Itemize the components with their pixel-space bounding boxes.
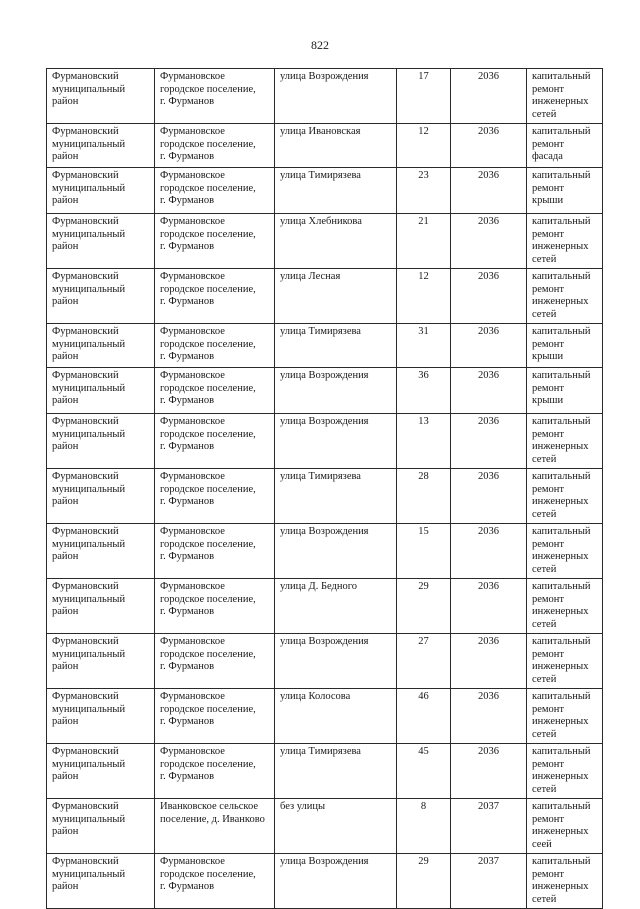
district-cell [47,579,155,634]
district-cell [47,124,155,168]
table-row [47,324,603,368]
house-number-cell [397,799,451,854]
work-type-cell-text: капитальный ремонт крыши [532,326,591,362]
work-type-cell-text: капитальный ремонт инженерных сеей [532,801,591,850]
house-number-cell-text: 28 [418,471,429,482]
house-number-cell [397,469,451,524]
street-cell-text: улица Тимирязева [280,471,361,482]
house-number-cell-text: 23 [418,170,429,181]
district-cell [47,214,155,269]
street-cell-text: улица Возрождения [280,856,369,867]
settlement-cell [155,634,275,689]
table-row [47,854,603,909]
house-number-cell [397,214,451,269]
house-number-cell [397,414,451,469]
repair-year-cell-text: 2036 [478,636,499,647]
street-cell-text: улица Возрождения [280,71,369,82]
repair-year-cell-text: 2036 [478,416,499,427]
district-cell-text: Фурмановский муниципальный район [52,801,126,837]
work-type-cell [527,579,603,634]
repair-year-cell [451,524,527,579]
page-number: 822 [311,38,329,52]
work-type-cell-text: капитальный ремонт фасада [532,126,591,162]
work-type-cell-text: капитальный ремонт инженерных сетей [532,636,591,685]
district-cell-text: Фурмановский муниципальный район [52,416,126,452]
street-cell [275,634,397,689]
street-cell [275,579,397,634]
district-cell-text: Фурмановский муниципальный район [52,856,126,892]
repair-year-cell-text: 2036 [478,126,499,137]
repair-year-cell [451,269,527,324]
settlement-cell-text: Иванковское сельское поселение, д. Иванково [160,801,265,825]
house-number-cell [397,324,451,368]
work-type-cell [527,269,603,324]
settlement-cell-text: Фурмановское городское поселение, г. Фурманов [160,216,256,252]
work-type-cell-text: капитальный ремонт инженерных сетей [532,691,591,740]
house-number-cell-text: 13 [418,416,429,427]
house-number-cell-text: 12 [418,126,429,137]
repair-year-cell-text: 2036 [478,271,499,282]
street-cell-text: улица Возрождения [280,416,369,427]
district-cell-text: Фурмановский муниципальный район [52,370,126,406]
house-number-cell [397,124,451,168]
settlement-cell [155,579,275,634]
work-type-cell [527,324,603,368]
work-type-cell [527,744,603,799]
street-cell [275,854,397,909]
settlement-cell-text: Фурмановское городское поселение, г. Фурманов [160,126,256,162]
settlement-cell [155,689,275,744]
settlement-cell-text: Фурмановское городское поселение, г. Фурманов [160,526,256,562]
repair-year-cell [451,368,527,414]
street-cell-text: улица Хлебникова [280,216,362,227]
table-row [47,69,603,124]
work-type-cell-text: капитальный ремонт крыши [532,170,591,206]
district-cell [47,799,155,854]
work-type-cell-text: капитальный ремонт инженерных сетей [532,71,591,120]
repair-year-cell-text: 2036 [478,581,499,592]
street-cell [275,269,397,324]
settlement-cell-text: Фурмановское городское поселение, г. Фурманов [160,581,256,617]
settlement-cell-text: Фурмановское городское поселение, г. Фурманов [160,71,256,107]
street-cell-text: улица Возрождения [280,526,369,537]
street-cell-text: улица Лесная [280,271,341,282]
street-cell [275,324,397,368]
house-number-cell [397,689,451,744]
work-type-cell [527,634,603,689]
house-number-cell-text: 46 [418,691,429,702]
house-number-cell [397,69,451,124]
settlement-cell-text: Фурмановское городское поселение, г. Фурманов [160,326,256,362]
work-type-cell-text: капитальный ремонт инженерных сетей [532,856,591,905]
work-type-cell-text: капитальный ремонт инженерных сетей [532,271,591,320]
house-number-cell-text: 12 [418,271,429,282]
house-number-cell [397,634,451,689]
street-cell-text: улица Тимирязева [280,170,361,181]
district-cell [47,168,155,214]
table-row [47,524,603,579]
street-cell [275,69,397,124]
settlement-cell [155,524,275,579]
work-type-cell [527,524,603,579]
street-cell [275,414,397,469]
street-cell-text: улица Возрождения [280,370,369,381]
table-row [47,799,603,854]
district-cell-text: Фурмановский муниципальный район [52,746,126,782]
work-type-cell [527,469,603,524]
house-number-cell [397,168,451,214]
street-cell-text: без улицы [280,801,326,812]
district-cell [47,469,155,524]
work-type-cell [527,168,603,214]
table-row [47,368,603,414]
work-type-cell-text: капитальный ремонт инженерных сетей [532,581,591,630]
repair-year-cell [451,744,527,799]
settlement-cell-text: Фурмановское городское поселение, г. Фурманов [160,416,256,452]
settlement-cell [155,69,275,124]
work-type-cell [527,854,603,909]
district-cell [47,744,155,799]
settlement-cell [155,168,275,214]
house-number-cell-text: 15 [418,526,429,537]
district-cell-text: Фурмановский муниципальный район [52,71,126,107]
district-cell [47,524,155,579]
settlement-cell [155,414,275,469]
repair-year-cell-text: 2036 [478,370,499,381]
district-cell-text: Фурмановский муниципальный район [52,126,126,162]
settlement-cell-text: Фурмановское городское поселение, г. Фурманов [160,370,256,406]
table-body [47,69,603,909]
repair-year-cell-text: 2037 [478,856,499,867]
house-number-cell-text: 27 [418,636,429,647]
repair-year-cell [451,168,527,214]
district-cell-text: Фурмановский муниципальный район [52,271,126,307]
settlement-cell [155,469,275,524]
settlement-cell [155,799,275,854]
work-type-cell [527,689,603,744]
settlement-cell [155,368,275,414]
district-cell [47,368,155,414]
district-cell [47,324,155,368]
table-row [47,469,603,524]
table-row [47,214,603,269]
settlement-cell-text: Фурмановское городское поселение, г. Фурманов [160,271,256,307]
street-cell [275,799,397,854]
work-type-cell-text: капитальный ремонт инженерных сетей [532,471,591,520]
district-cell [47,634,155,689]
table-row [47,124,603,168]
work-type-cell [527,799,603,854]
repair-year-cell-text: 2036 [478,216,499,227]
house-number-cell [397,854,451,909]
repair-year-cell [451,414,527,469]
house-number-cell [397,269,451,324]
work-type-cell-text: капитальный ремонт инженерных сетей [532,216,591,265]
repair-year-cell-text: 2036 [478,691,499,702]
repair-year-cell [451,324,527,368]
street-cell [275,124,397,168]
house-number-cell [397,524,451,579]
street-cell-text: улица Тимирязева [280,326,361,337]
settlement-cell-text: Фурмановское городское поселение, г. Фурманов [160,691,256,727]
repair-year-cell [451,799,527,854]
repair-year-cell-text: 2036 [478,746,499,757]
street-cell-text: улица Возрождения [280,636,369,647]
work-type-cell-text: капитальный ремонт инженерных сетей [532,416,591,465]
street-cell-text: улица Ивановская [280,126,361,137]
street-cell [275,689,397,744]
street-cell [275,469,397,524]
district-cell-text: Фурмановский муниципальный район [52,326,126,362]
house-number-cell-text: 45 [418,746,429,757]
table-row [47,579,603,634]
settlement-cell [155,324,275,368]
house-number-cell [397,368,451,414]
settlement-cell [155,269,275,324]
repair-year-cell [451,579,527,634]
settlement-cell-text: Фурмановское городское поселение, г. Фурманов [160,170,256,206]
settlement-cell [155,744,275,799]
house-number-cell-text: 29 [418,581,429,592]
street-cell [275,524,397,579]
street-cell [275,214,397,269]
settlement-cell-text: Фурмановское городское поселение, г. Фурманов [160,471,256,507]
work-type-cell-text: капитальный ремонт инженерных сетей [532,746,591,795]
work-type-cell-text: капитальный ремонт крыши [532,370,591,406]
work-type-cell [527,69,603,124]
settlement-cell-text: Фурмановское городское поселение, г. Фурманов [160,636,256,672]
house-number-cell-text: 21 [418,216,429,227]
repair-year-cell [451,69,527,124]
repair-year-cell [451,854,527,909]
street-cell-text: улица Тимирязева [280,746,361,757]
district-cell [47,689,155,744]
street-cell [275,744,397,799]
district-cell-text: Фурмановский муниципальный район [52,691,126,727]
work-type-cell [527,414,603,469]
work-type-cell [527,124,603,168]
table-row [47,744,603,799]
house-number-cell-text: 31 [418,326,429,337]
house-number-cell [397,744,451,799]
repair-year-cell-text: 2036 [478,471,499,482]
house-number-cell-text: 29 [418,856,429,867]
repair-year-cell [451,124,527,168]
district-cell-text: Фурмановский муниципальный район [52,581,126,617]
repair-year-cell [451,214,527,269]
table-row [47,269,603,324]
district-cell-text: Фурмановский муниципальный район [52,170,126,206]
street-cell-text: улица Колосова [280,691,351,702]
repair-year-cell-text: 2036 [478,170,499,181]
table-row [47,168,603,214]
repair-year-cell-text: 2037 [478,801,499,812]
work-type-cell-text: капитальный ремонт инженерных сетей [532,526,591,575]
repair-year-cell [451,689,527,744]
table-row [47,689,603,744]
street-cell-text: улица Д. Бедного [280,581,358,592]
repair-year-cell-text: 2036 [478,71,499,82]
district-cell [47,414,155,469]
district-cell [47,269,155,324]
house-number-cell-text: 17 [418,71,429,82]
repair-year-cell-text: 2036 [478,326,499,337]
table-row [47,414,603,469]
district-cell [47,854,155,909]
repair-schedule-table [46,68,603,909]
district-cell-text: Фурмановский муниципальный район [52,471,126,507]
repair-year-cell-text: 2036 [478,526,499,537]
district-cell-text: Фурмановский муниципальный район [52,216,126,252]
district-cell-text: Фурмановский муниципальный район [52,526,126,562]
work-type-cell [527,368,603,414]
district-cell [47,69,155,124]
settlement-cell-text: Фурмановское городское поселение, г. Фурманов [160,856,256,892]
table-row [47,634,603,689]
district-cell-text: Фурмановский муниципальный район [52,636,126,672]
house-number-cell-text: 8 [420,801,427,812]
work-type-cell [527,214,603,269]
street-cell [275,368,397,414]
street-cell [275,168,397,214]
house-number-cell-text: 36 [418,370,429,381]
settlement-cell-text: Фурмановское городское поселение, г. Фурманов [160,746,256,782]
house-number-cell [397,579,451,634]
repair-year-cell [451,469,527,524]
repair-year-cell [451,634,527,689]
settlement-cell [155,214,275,269]
settlement-cell [155,124,275,168]
settlement-cell [155,854,275,909]
